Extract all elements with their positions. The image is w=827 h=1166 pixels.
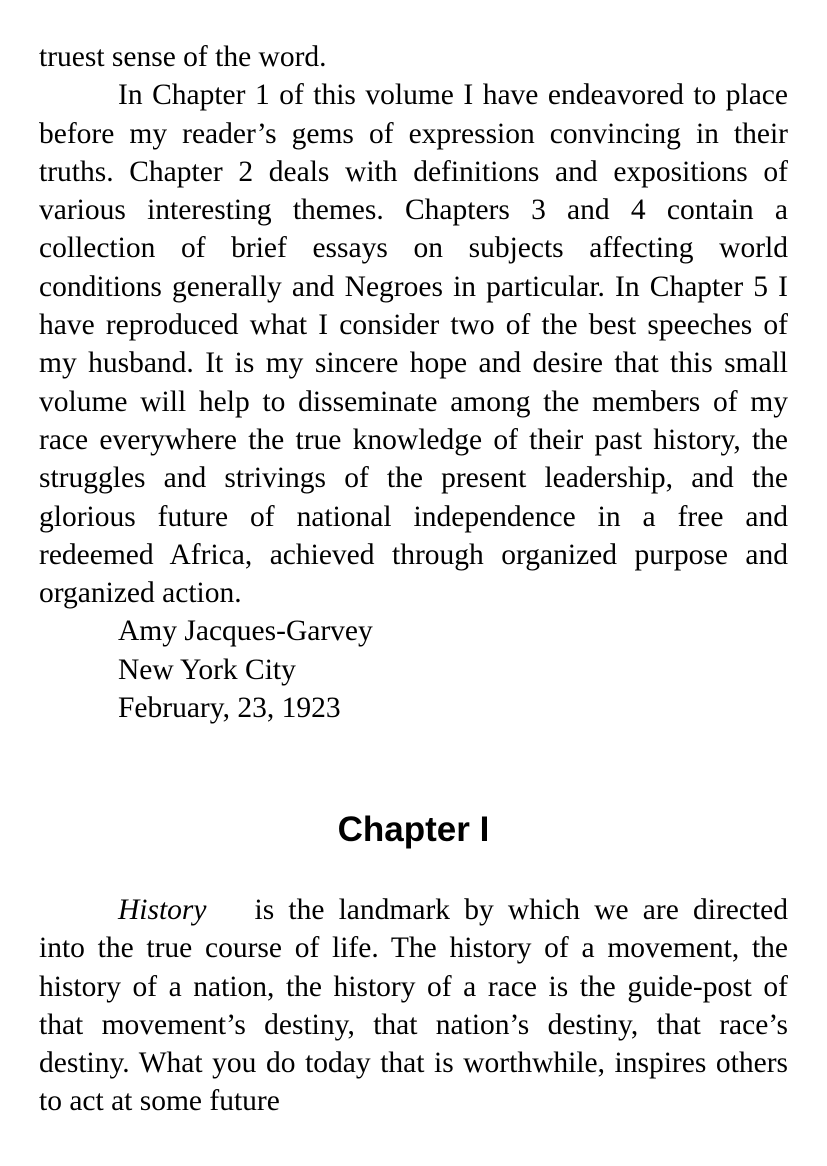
chapter-paragraph (39, 891, 788, 1121)
signature-author: Amy Jacques-Garvey (118, 615, 373, 648)
continuation-line: truest sense of the word. (39, 41, 327, 73)
page-content (39, 38, 788, 1118)
intro-paragraph: In Chapter 1 of this volume I have endeavored to place before my reader’s gems of expression convincing in their truths. Chapter 2 deals with definitions and expositions of various interesting themes. Chapters 3 and 4 contain a collection of brief essays on subjects affecting world conditions generally and Negroes in particular. In Chapter 5 I have reproduced what I consider two of the best speeches of my husband. It is my sincere hope and desire that this small volume will help to disseminate among the members of my race everywhere the true knowledge of their past history, the struggles and strivings of the present leadership, and the glorious future of national independence in a free and redeemed Africa, achieved through organized purpose and organized action. (39, 79, 788, 610)
signature-block (39, 612, 788, 727)
signature-place: New York City (118, 653, 296, 686)
signature-date: February, 23, 1923 (118, 692, 341, 725)
chapter-lead-word: History (118, 894, 207, 926)
chapter-body-text: is the landmark by which we are directed into the true course of life. The history of a movement, the history of a nation, the history of a race is the guide-post of that movement’s destiny, that nation’s destiny, that race’s destiny. What you do today that is worthwhile, inspires others to act at some future (39, 894, 788, 1118)
chapter-heading: Chapter I (337, 810, 490, 849)
